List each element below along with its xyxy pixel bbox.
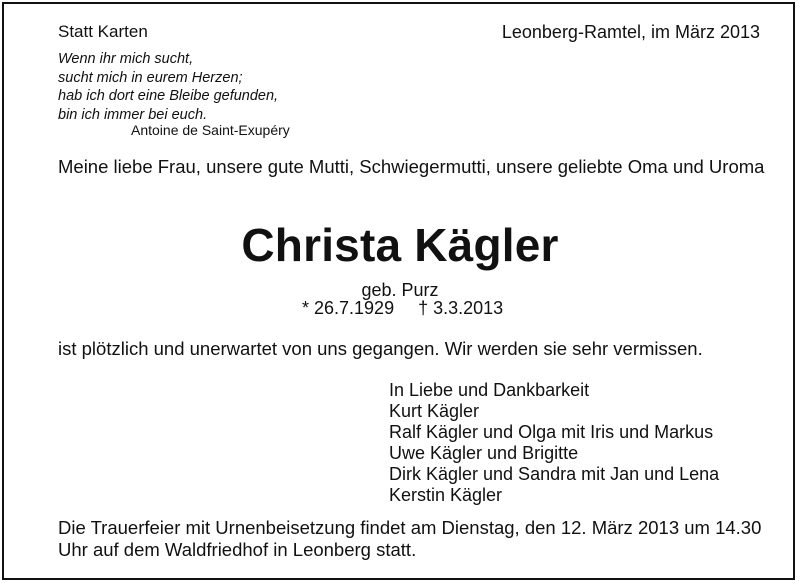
intro-text: Meine liebe Frau, unsere gute Mutti, Schwiegermutti, unsere geliebte Oma und Uroma	[58, 156, 765, 177]
mourners-heading: In Liebe und Dankbarkeit	[389, 380, 590, 400]
poem-line: sucht mich in eurem Herzen;	[58, 69, 243, 86]
poem	[58, 50, 278, 124]
statt-karten-label: Statt Karten	[58, 22, 148, 41]
poem-author: Antoine de Saint-Exupéry	[131, 122, 290, 138]
mourner-entry: Dirk Kägler und Sandra mit Jan und Lena	[389, 464, 720, 484]
mourner-entry: Kerstin Kägler	[389, 485, 503, 505]
birth-date: * 26.7.1929	[302, 298, 395, 318]
passing-sentence: ist plötzlich und unerwartet von uns gegangen. Wir werden sie sehr vermissen.	[58, 338, 703, 359]
poem-line: Wenn ihr mich sucht,	[58, 51, 194, 67]
deceased-name: Christa Kägler	[241, 219, 559, 271]
life-dates	[302, 298, 503, 319]
poem-line: hab ich dort eine Bleibe gefunden,	[58, 88, 279, 104]
place-date: Leonberg-Ramtel, im März 2013	[501, 22, 760, 42]
funeral-info: Die Trauerfeier mit Urnenbeisetzung findet am Dienstag, den 12. März 2013 um 14.30 Uhr auf dem Waldfriedhof in Leonberg statt.	[58, 517, 762, 560]
maiden-name: geb. Purz	[361, 280, 439, 300]
poem-line: bin ich immer bei euch.	[58, 106, 208, 123]
mourner-entry: Kurt Kägler	[389, 401, 480, 421]
mourner-entry: Ralf Kägler und Olga mit Iris und Markus	[389, 422, 714, 442]
mourners-list	[389, 380, 719, 506]
death-date: † 3.3.2013	[418, 298, 504, 318]
mourner-entry: Uwe Kägler und Brigitte	[389, 443, 579, 463]
